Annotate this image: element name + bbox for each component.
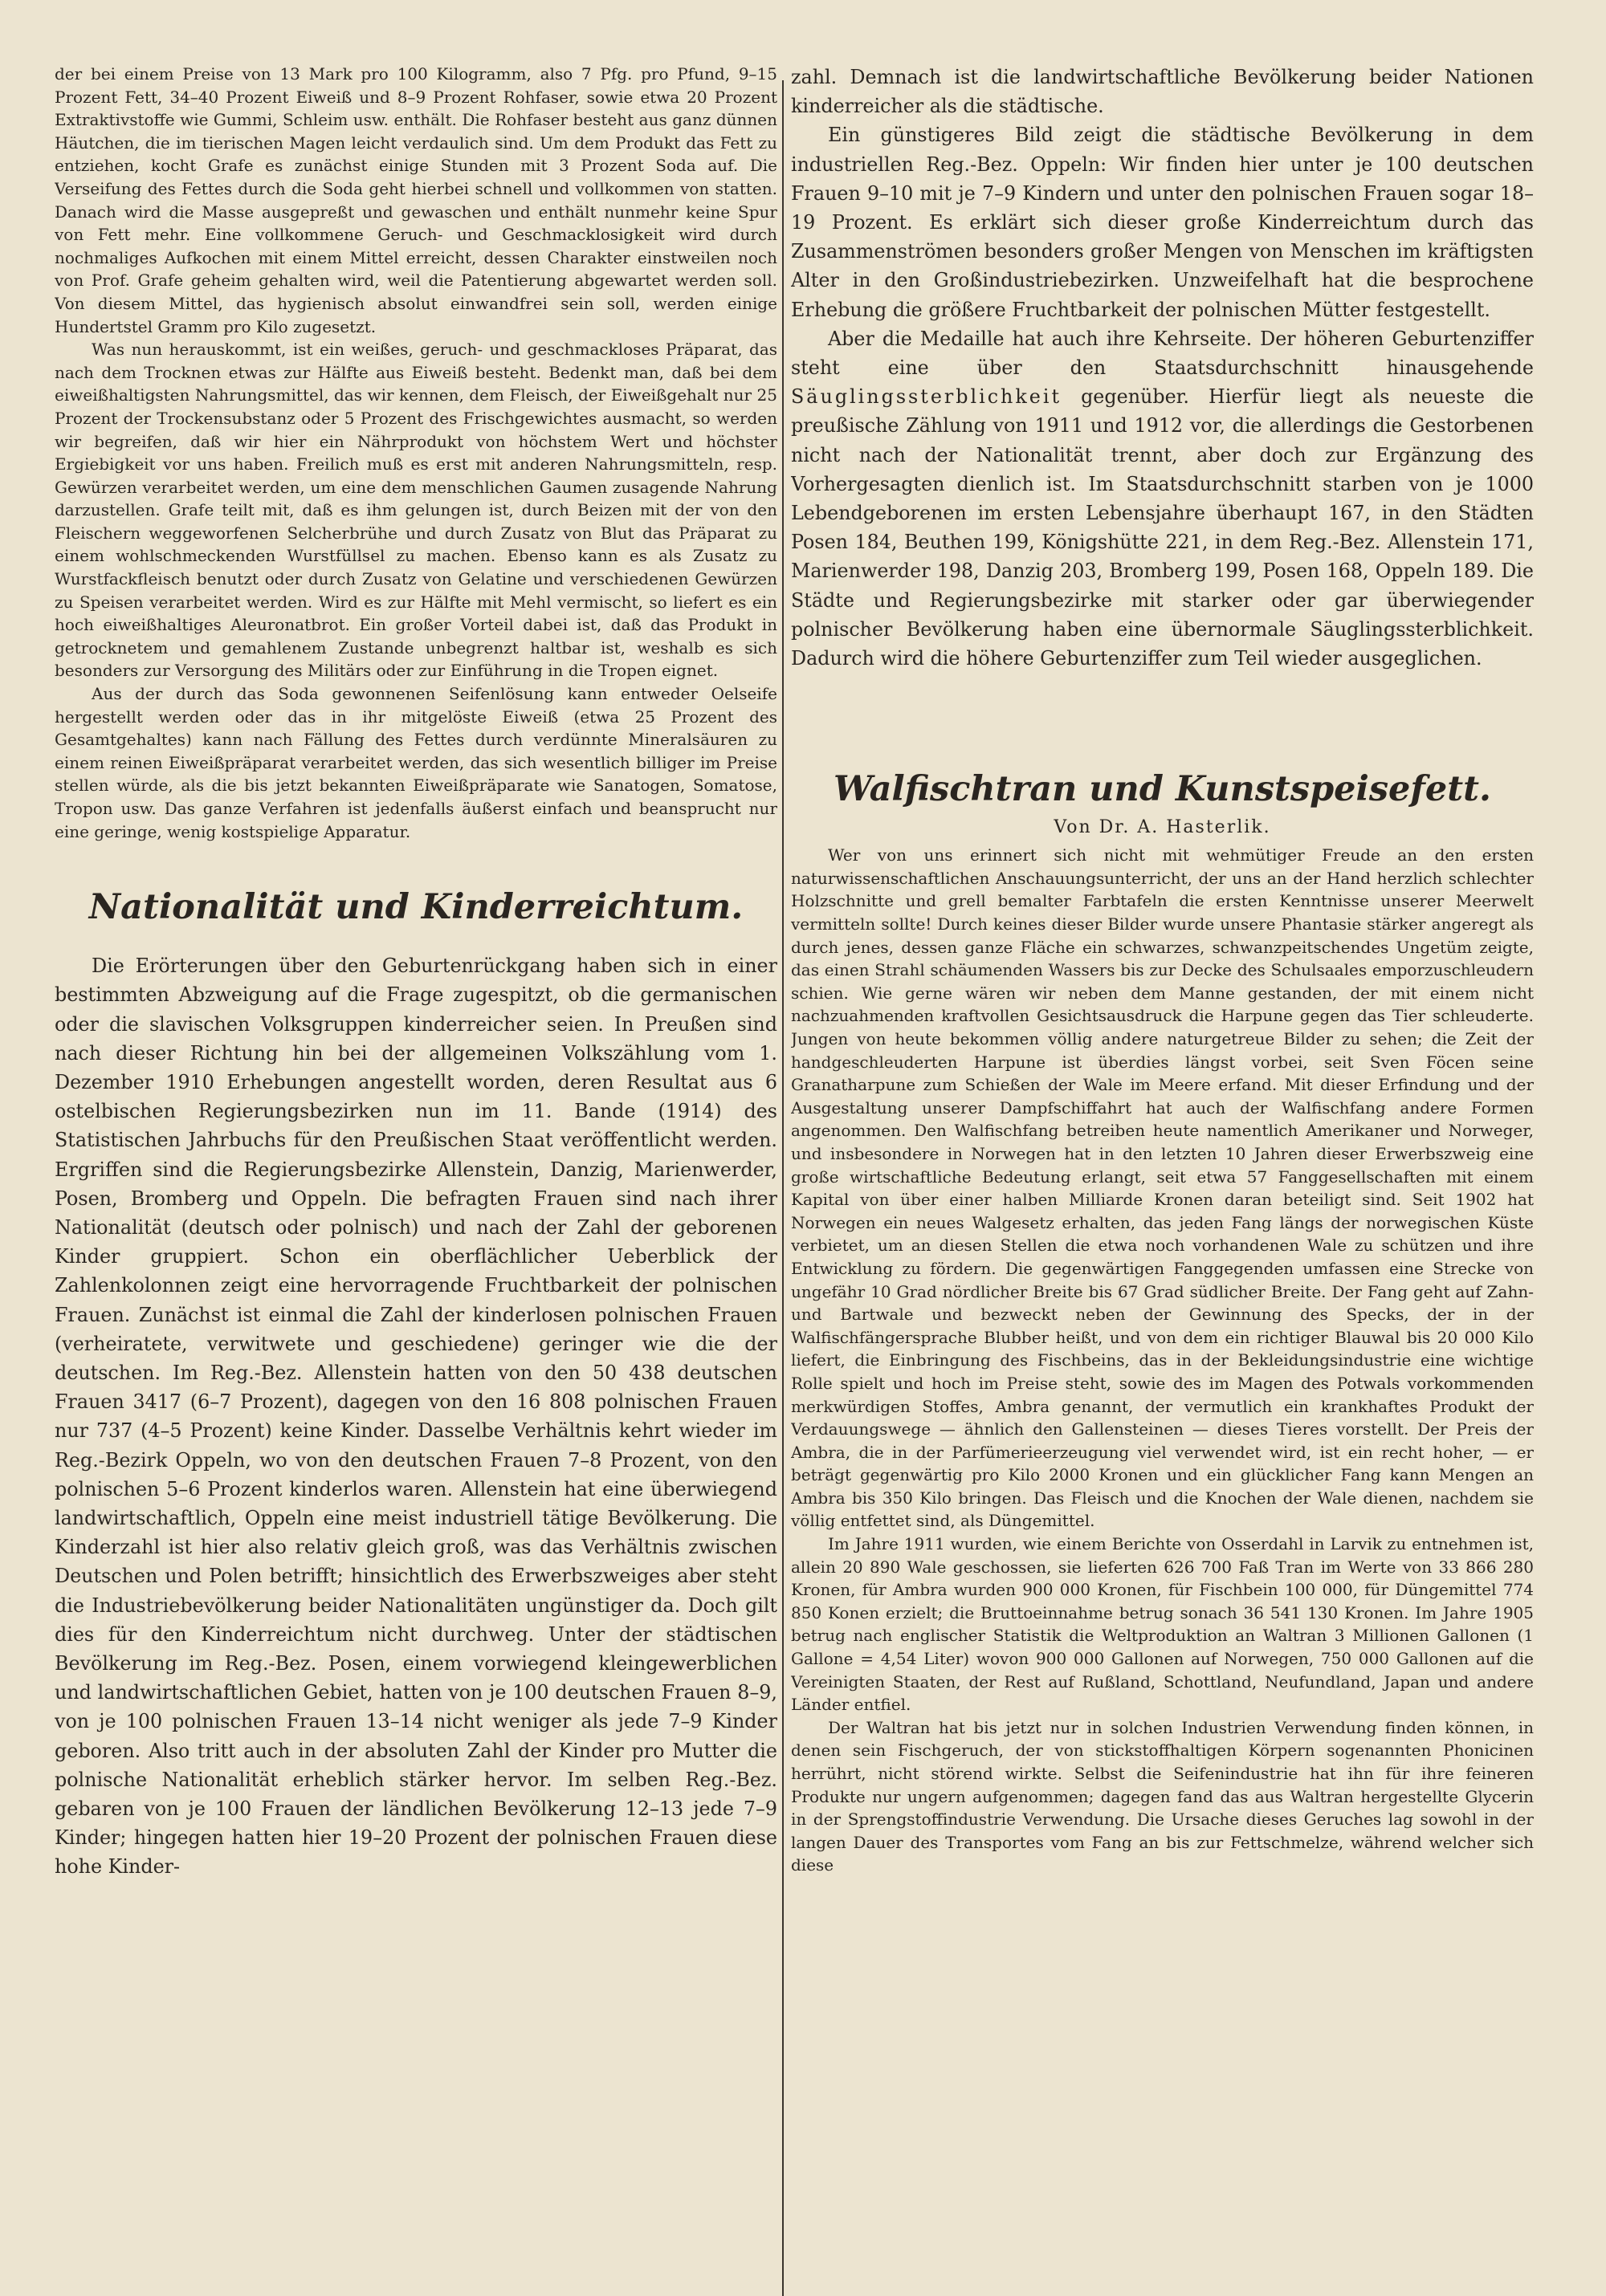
emphasized-term: Säuglingssterblichkeit bbox=[791, 385, 1062, 409]
left-column bbox=[55, 63, 777, 2270]
text-run: Aber die Medaille hat auch ihre Kehrseite. Der höheren Geburtenziffer steht eine über den Staatsdurchschnitt hinausgehende bbox=[791, 327, 1534, 380]
article-paragraph-infant-mortality bbox=[791, 324, 1534, 673]
article-title-walfischtran: Walfischtran und Kunstspeisefett. bbox=[834, 769, 1491, 810]
article-paragraph: Im Jahre 1911 wurden, wie einem Berichte von Osserdahl in Larvik zu entnehmen ist, allein 20 890 Wale geschossen, sie lieferten 626 700 Faß Tran im Werte von 33 866 280 Kronen, für Ambra wurden 900 000 Kronen, für Fischbein 100 000, für Düngemittel 774 850 Konen erzielt; die Bruttoeinnahme betrug sonach 36 541 130 Kronen. Im Jahre 1905 betrug nach englischer Statistik die Weltproduktion an Waltran 3 Millionen Gallonen (1 Gallone = 4,54 Liter) wovon 900 000 Gallonen auf Norwegen, 750 000 Gallonen auf die Vereinigten Staaten, der Rest auf Rußland, Schottland, Neufundland, Japan und andere Länder entfiel. bbox=[791, 1534, 1534, 1715]
article-paragraph: Aus der durch das Soda gewonnenen Seifenlösung kann entweder Oelseife hergestellt werden oder das in ihr mitgelöste Eiweiß (etwa 25 Prozent des Gesamtgehaltes) kann nach Fällung des Fettes durch verdünnte Mineralsäuren zu einem reinen Eiweißpräparat verarbeitet werden, das sich wesentlich billiger im Preise stellen würde, als die bis jetzt bekannten Eiweißpräparate wie Sanatogen, Somatose, Tropon usw. Das ganze Verfahren ist jedenfalls äußerst einfach und beansprucht nur eine geringe, wenig kostspielige Apparatur. bbox=[55, 684, 777, 841]
article-paragraph: Die Erörterungen über den Geburtenrückgang haben sich in einer bestimmten Abzweigung auf die Frage zugespitzt, ob die germanischen oder die slavischen Volksgruppen kinderreicher seien. In Preußen sind nach dieser Richtung hin bei der allgemeinen Volkszählung vom 1. Dezember 1910 Erhebungen angestellt worden, deren Resultat aus 6 ostelbischen Regierungsbezirken nun im 11. Bande (1914) des Statistischen Jahrbuchs für den Preußischen Staat veröffentlicht werden. Ergriffen sind die Regierungsbezirke Allenstein, Danzig, Marienwerder, Posen, Bromberg und Oppeln. Die befragten Frauen sind nach ihrer Nationalität (deutsch oder polnisch) und nach der Zahl der geborenen Kinder gruppiert. Schon ein oberflächlicher Ueberblick der Zahlenkolonnen zeigt eine hervorragende Fruchtbarkeit der polnischen Frauen. Zunächst ist einmal die Zahl der kinderlosen polnischen Frauen (verheiratete, verwitwete und geschiedene) geringer wie die der deutschen. Im Reg.-Bez. Allenstein hatten von den 50 438 deutschen Frauen 3417 (6–7 Prozent), dagegen von den 16 808 polnischen Frauen nur 737 (4–5 Prozent) keine Kinder. Dasselbe Verhältnis kehrt wieder im Reg.-Bezirk Oppeln, wo von den deutschen Frauen 7–8 Prozent, von den polnischen 5–6 Prozent kinderlos waren. Allenstein hat eine überwiegend landwirtschaftlich, Oppeln eine meist industriell tätige Bevölkerung. Die Kinderzahl ist hier also relativ gleich groß, was das Verhältnis zwischen Deutschen und Polen betrifft; hinsichtlich des Erwerbszweiges aber steht die Industriebevölkerung beider Nationalitäten ungünstiger da. Doch gilt dies für den Kinderreichtum nicht durchweg. Unter der städtischen Bevölkerung im Reg.-Bez. Posen, einem vorwiegend kleingewerblichen und landwirtschaftlichen Gebiet, hatten von je 100 deutschen Frauen 8–9, von je 100 polnischen Frauen 13–14 nicht weniger als jede 7–9 Kinder geboren. Also tritt auch in der absoluten Zahl der Kinder pro Mutter die polnische Nationalität erheblich stärker hervor. Im selben Reg.-Bez. gebaren von je 100 Frauen der ländlichen Bevölkerung 12–13 jede 7–9 Kinder; hingegen hatten hier 19–20 Prozent der polnischen Frauen diese hohe Kinder- bbox=[55, 955, 777, 1879]
article-title-nationalitaet: Nationalität und Kinderreichtum. bbox=[88, 887, 744, 928]
text-run: gegenüber. Hierfür liegt als neueste die preußische Zählung von 1911 und 1912 vor, die allerdings die Gestorbenen nicht nach der Nationalität trennt, aber doch zur Ergänzung des Vorhergesagten dienlich ist. Im Staatsdurchschnitt starben von je 1000 Lebendgeborenen im ersten Lebensjahre überhaupt 167, in den Städten Posen 184, Beuthen 199, Königshütte 221, in dem Reg.-Bez. Allenstein 171, Marienwerder 198, Danzig 203, Bromberg 199, Posen 168, Oppeln 189. Die Städte und Regierungsbezirke mit starker oder gar überwiegender polnischer Bevölkerung haben eine übernormale Säuglingssterblichkeit. Dadurch wird die höhere Geburtenziffer zum Teil wieder ausgeglichen. bbox=[791, 385, 1534, 670]
article-paragraph: Wer von uns erinnert sich nicht mit wehmütiger Freude an den ersten naturwissenschaftlichen Anschauungsunterricht, der uns an der Hand herzlich schlechter Holzschnitte und grell bemalter Farbtafeln die ersten Kenntnisse unserer Meerwelt vermitteln sollte! Durch keines dieser Bilder wurde unsere Phantasie stärker angeregt als durch jenes, dessen ganze Fläche ein schwarzes, schwanzpeitschendes Ungetüm zeigte, das einen Strahl schäumenden Wassers bis zur Decke des Schulsaales emporzuschleudern schien. Wie gerne wären wir neben dem Manne gestanden, der mit einem nicht nachzuahmenden kraftvollen Gesichtsausdruck die Harpune gegen das Tier schleuderte. Jungen von heute bekommen völlig andere naturgetreue Bilder zu sehen; die Zeit der handgeschleuderten Harpune ist überdies längst vorbei, seit Sven Föcen seine Granatharpune zum Schießen der Wale im Meere erfand. Mit dieser Erfindung und der Ausgestaltung unserer Dampfschiffahrt hat auch der Walfischfang andere Formen angenommen. Den Walfischfang betreiben heute namentlich Amerikaner und Norweger, und insbesondere in Norwegen hat in den letzten 10 Jahren dieser Erwerbszweig eine große wirtschaftliche Bedeutung erlangt, seit etwa 57 Fanggesellschaften mit einem Kapital von über einer halben Milliarde Kronen daran beteiligt sind. Seit 1902 hat Norwegen ein neues Walgesetz erhalten, das jeden Fang längs der norwegischen Küste verbietet, um an diesen Stellen die etwa noch vorhandenen Wale zu schützen und ihre Entwicklung zu fördern. Die gegenwärtigen Fanggegenden umfassen eine Strecke von ungefähr 10 Grad nördlicher Breite bis 67 Grad südlicher Breite. Der Fang geht auf Zahn- und Bartwale und bezweckt neben der Gewinnung des Specks, der in der Walfischfängersprache Blubber heißt, und von dem ein richtiger Blauwal bis 20 000 Kilo liefert, die Einbringung des Fischbeins, das in der Bekleidungsindustrie eine wichtige Rolle spielt und hoch im Preise steht, sowie des im Magen des Potwals vorkommenden merkwürdigen Stoffes, Ambra genannt, der vermutlich ein krankhaftes Produkt der Verdauungswege — ähnlich den Gallensteinen — dieses Tieres vorstellt. Der Preis der Ambra, die in der Parfümerieerzeugung viel verwendet wird, ist ein recht hoher, — er beträgt gegenwärtig pro Kilo 2000 Kronen und ein glücklicher Fang kann Mengen an Ambra bis 350 Kilo bringen. Das Fleisch und die Knochen der Wale dienen, nachdem sie völlig entfettet sind, als Düngemittel. bbox=[791, 845, 1534, 1531]
right-column bbox=[791, 63, 1534, 2270]
article-paragraph: Was nun herauskommt, ist ein weißes, geruch- und geschmackloses Präparat, das nach dem Trocknen etwas zur Hälfte aus Eiweiß besteht. Bedenkt man, daß bei dem eiweißhaltigsten Nahrungsmittel, das wir kennen, dem Fleisch, der Eiweißgehalt nur 25 Prozent der Trockensubstanz oder 5 Prozent des Frischgewichtes ausmacht, so werden wir begreifen, daß wir hier ein Nährprodukt von höchstem Wert und höchster Ergiebigkeit vor uns haben. Freilich muß es erst mit anderen Nahrungsmitteln, resp. Gewürzen verarbeitet werden, um eine dem menschlichen Gaumen zusagende Nahrung darzustellen. Grafe teilt mit, daß es ihm gelungen ist, durch Beizen mit der von den Fleischern weggeworfenen Selcherbrühe und durch Zusatz von Blut das Präparat zu einem wohlschmeckenden Wurstfüllsel zu machen. Ebenso kann es als Zusatz zu Wurstfackfleisch benutzt oder durch Zusatz von Gelatine und verschiedenen Gewürzen zu Speisen verarbeitet werden. Wird es zur Hälfte mit Mehl vermischt, so liefert es ein hoch eiweißhaltiges Aleuronatbrot. Ein großer Vorteil dabei ist, daß das Produkt in getrocknetem und gemahlenem Zustande unbegrenzt haltbar ist, weshalb es sich besonders zur Versorgung des Militärs oder zur Einführung in die Tropen eignet. bbox=[55, 340, 777, 681]
column-divider bbox=[782, 80, 784, 2296]
article-continuation-paragraph: zahl. Demnach ist die landwirtschaftliche Bevölkerung beider Nationen kinderreicher als die städtische. bbox=[791, 66, 1534, 118]
article-paragraph: Der Waltran hat bis jetzt nur in solchen Industrien Verwendung finden können, in denen sein Fischgeruch, der von stickstoffhaltigen Körpern sogenannten Phonicinen herrührt, nicht störend wirkte. Selbst die Seifenindustrie hat ihn für ihre feineren Produkte nur ungern aufgenommen; dagegen fand das aus Waltran hergestellte Glycerin in der Sprengstoffindustrie Verwendung. Die Ursache dieses Geruches lag sowohl in der langen Dauer des Transportes vom Fang an bis zur Fettschmelze, während welcher sich diese bbox=[791, 1717, 1534, 1875]
article-paragraph: Ein günstigeres Bild zeigt die städtische Bevölkerung in dem industriellen Reg.-Bez. Oppeln: Wir finden hier unter je 100 deutschen Frauen 9–10 mit je 7–9 Kindern und unter den polnischen Frauen sogar 18–19 Prozent. Es erklärt sich dieser große Kinderreichtum durch das Zusammenströmen besonders großer Mengen von Menschen im kräftigsten Alter in den Großindustriebezirken. Unzweifelhaft hat die besprochene Erhebung die größere Fruchtbarkeit der polnischen Mütter festgestellt. bbox=[791, 124, 1534, 321]
article-continuation-paragraph: der bei einem Preise von 13 Mark pro 100 Kilogramm, also 7 Pfg. pro Pfund, 9–15 Prozent Fett, 34–40 Prozent Eiweiß und 8–9 Prozent Rohfaser, sowie etwa 20 Prozent Extraktivstoffe wie Gummi, Schleim usw. enthält. Die Rohfaser besteht aus ganz dünnen Häutchen, die im tierischen Magen leicht verdaulich sind. Um dem Produkt das Fett zu entziehen, kocht Grafe es zunächst einige Stunden mit 3 Prozent Soda auf. Die Verseifung des Fettes durch die Soda geht hierbei schnell und vollkommen von statten. Danach wird die Masse ausgepreßt und gewaschen und enthält nunmehr keine Spur von Fett mehr. Eine vollkommene Geruch- und Geschmacklosigkeit wird durch nochmaliges Aufkochen mit einem Mittel erreicht, dessen Charakter einstweilen noch von Prof. Grafe geheim gehalten wird, weil die Patentierung abgewartet werden soll. Von diesem Mittel, das hygienisch absolut einwandfrei sein soll, werden einige Hundertstel Gramm pro Kilo zugesetzt. bbox=[55, 64, 777, 336]
author-byline: Von Dr. A. Hasterlik. bbox=[1054, 817, 1271, 838]
